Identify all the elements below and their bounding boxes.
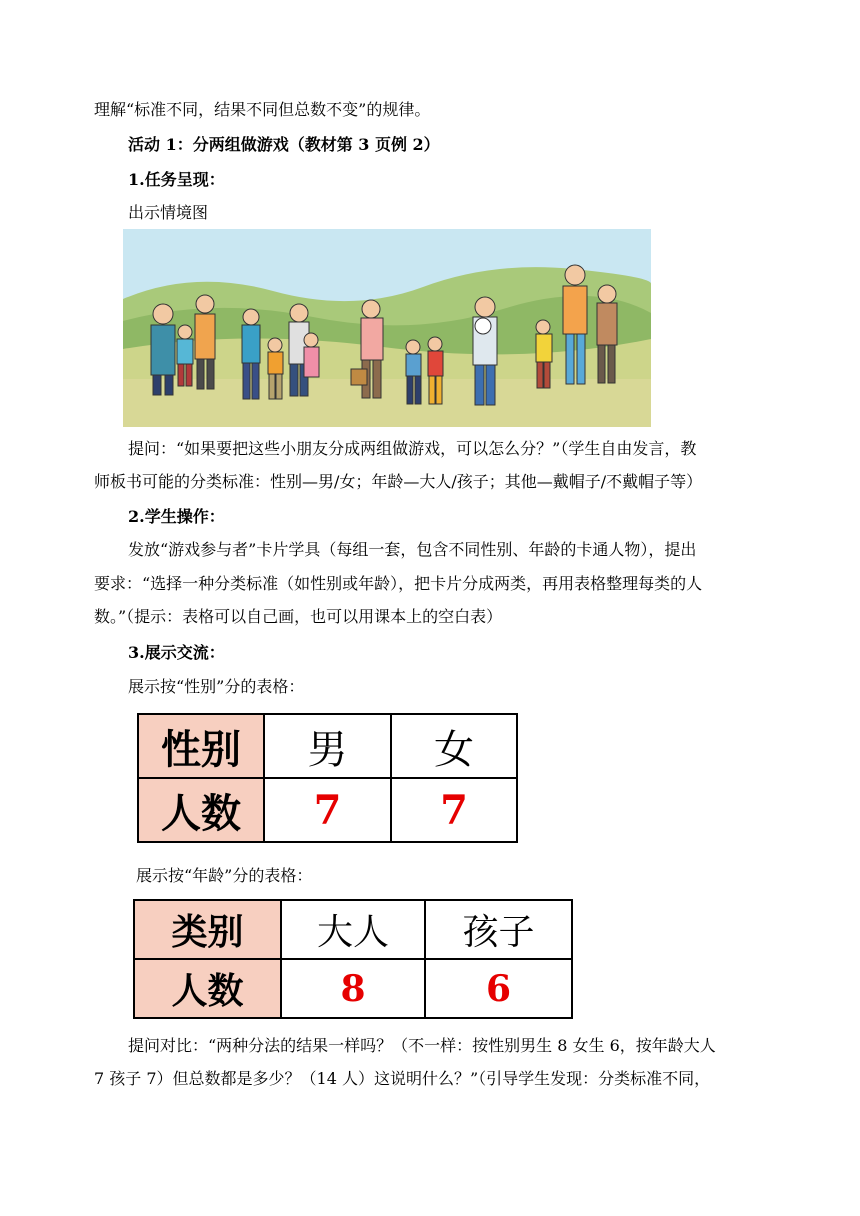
- table-value-cell: 6: [425, 959, 572, 1018]
- table-header-cell: 大人: [281, 900, 425, 959]
- table-row: [138, 778, 517, 842]
- question-text-continued: 师板书可能的分类标准：性别—男/女；年龄—大人/孩子；其他—戴帽子/不戴帽子等）: [94, 472, 703, 491]
- table-row: [134, 959, 572, 1018]
- operation-text-continued: 数。”（提示：表格可以自己画，也可以用课本上的空白表）: [94, 607, 503, 626]
- step-heading-2: 2.学生操作：: [128, 507, 225, 526]
- table-value-cell: 8: [281, 959, 425, 1018]
- table1-caption: 展示按“性别”分的表格：: [128, 677, 305, 696]
- table-value-cell: 7: [264, 778, 391, 842]
- question-text: 提问：“如果要把这些小朋友分成两组做游戏，可以怎么分？”（学生自由发言，教: [128, 439, 697, 458]
- table-header-cell: 孩子: [425, 900, 572, 959]
- table-value-cell: 7: [391, 778, 517, 842]
- comparison-text: 提问对比：“两种分法的结果一样吗？（不一样：按性别男生 8 女生 6，按年龄大人: [128, 1036, 716, 1055]
- table-header-cell: 类别: [134, 900, 281, 959]
- operation-text: 发放“游戏参与者”卡片学具（每组一套，包含不同性别、年龄的卡通人物），提出: [128, 540, 697, 559]
- activity-title: 活动 1：分两组做游戏（教材第 3 页例 2）: [128, 135, 440, 154]
- step-heading-3: 3.展示交流：: [128, 643, 225, 662]
- table-header-row: [138, 714, 517, 778]
- table-header-cell: 女: [391, 714, 517, 778]
- table-row-label: 人数: [134, 959, 281, 1018]
- table2-caption: 展示按“年龄”分的表格：: [136, 866, 313, 885]
- gender-table: [137, 713, 518, 843]
- operation-text-continued: 要求：“选择一种分类标准（如性别或年龄），把卡片分成两类，再用表格整理每类的人: [94, 574, 703, 593]
- scene-illustration: [123, 229, 651, 427]
- table-header-cell: 性别: [138, 714, 264, 778]
- paragraph-line: 理解“标准不同，结果不同但总数不变”的规律。: [94, 100, 431, 119]
- step-heading-1: 1.任务呈现：: [128, 170, 225, 189]
- table-header-cell: 男: [264, 714, 391, 778]
- table-row-label: 人数: [138, 778, 264, 842]
- table-header-row: [134, 900, 572, 959]
- comparison-text-continued: 7 孩子 7）但总数都是多少？（14 人）这说明什么？”（引导学生发现：分类标准不同，: [94, 1069, 711, 1088]
- age-table: [133, 899, 573, 1019]
- scene-caption: 出示情境图: [128, 203, 209, 222]
